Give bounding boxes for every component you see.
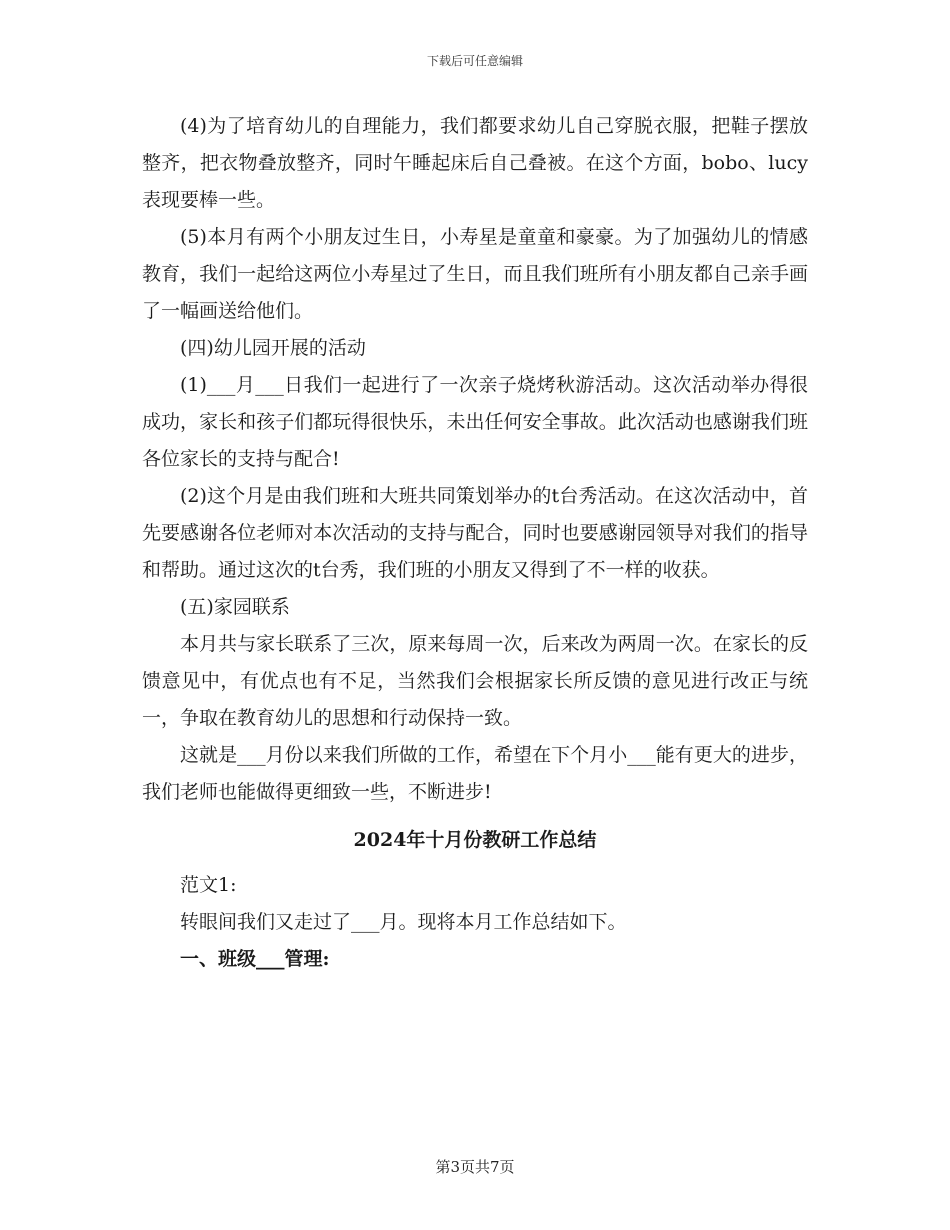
paragraph-intro: 转眼间我们又走过了___月。现将本月工作总结如下。 xyxy=(180,911,627,933)
paragraph-bbq-outing: (1)___月___日我们一起进行了一次亲子烧烤秋游活动。这次活动举办得很成功，家长和孩子们都玩得很快乐，未出任何安全事故。此次活动也感谢我们班各位家长的支持与配合! xyxy=(142,374,808,470)
paragraph-birthdays: (5)本月有两个小朋友过生日，小寿星是童童和豪豪。为了加强幼儿的情感教育，我们一起给这两位小寿星过了生日，而且我们班所有小朋友都自己亲手画了一幅画送给他们。 xyxy=(142,226,808,322)
document-body xyxy=(142,108,808,978)
paragraph-parent-contact: 本月共与家长联系了三次，原来每周一次，后来改为两周一次。在家长的反馈意见中，有优点也有不足，当然我们会根据家长所反馈的意见进行改正与统一，争取在教育幼儿的思想和行动保持一致。 xyxy=(142,633,808,729)
sample-label: 范文1: xyxy=(180,874,237,896)
heading-class-management: 一、班级___管理: xyxy=(180,948,330,970)
heading-kindergarten-activities: (四)幼儿园开展的活动 xyxy=(180,337,366,359)
heading-home-school-contact: (五)家园联系 xyxy=(180,596,290,618)
page-header: 下载后可任意编辑 xyxy=(426,54,523,68)
section-title: 2024年十月份教研工作总结 xyxy=(353,829,597,851)
paragraph-conclusion: 这就是___月份以来我们所做的工作，希望在下个月小___能有更大的进步，我们老师也能做得更细致一些，不断进步! xyxy=(142,744,808,803)
paragraph-self-care: (4)为了培育幼儿的自理能力，我们都要求幼儿自己穿脱衣服，把鞋子摆放整齐，把衣物叠放整齐，同时午睡起床后自己叠被。在这个方面，bobo、lucy表现要棒一些。 xyxy=(142,115,808,211)
page-number: 第3页共7页 xyxy=(435,1158,515,1176)
paragraph-t-stage-show: (2)这个月是由我们班和大班共同策划举办的t台秀活动。在这次活动中，首先要感谢各位老师对本次活动的支持与配合，同时也要感谢园领导对我们的指导和帮助。通过这次的t台秀，我们班的小朋友又得到了不一样的收获。 xyxy=(142,485,808,581)
